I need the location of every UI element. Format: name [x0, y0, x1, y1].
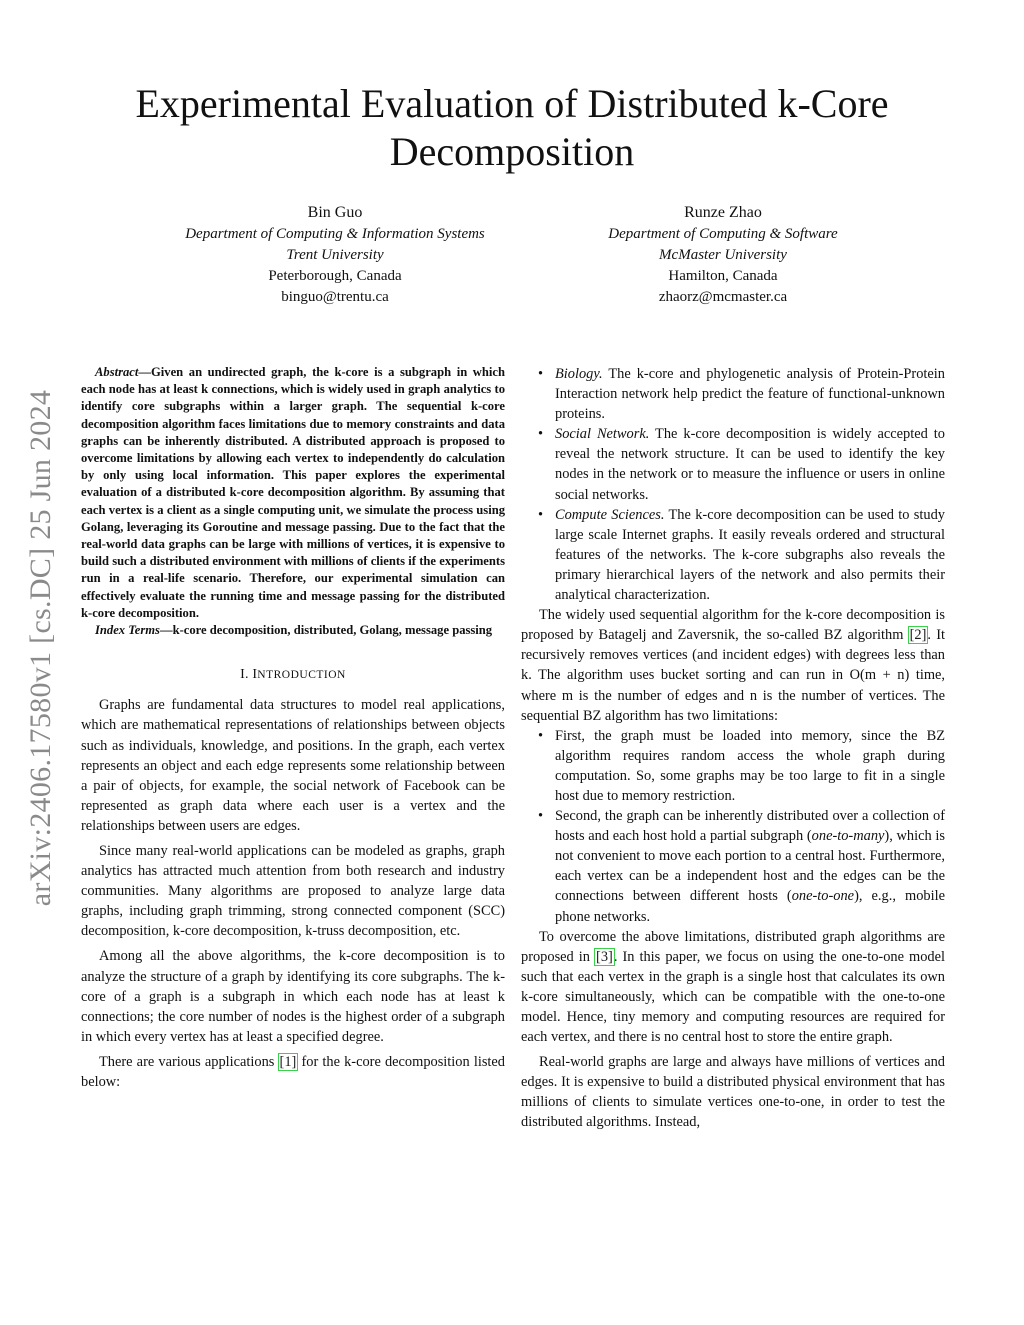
citation-link[interactable]: [2] [909, 627, 927, 644]
right-column [521, 364, 945, 1133]
bz-paragraph [521, 605, 945, 726]
paper-title: Experimental Evaluation of Distributed k-Core Decomposition [135, 81, 889, 174]
item-label: Social Network. [555, 426, 650, 443]
list-item [521, 424, 945, 504]
limitations-list [521, 726, 945, 927]
bullet-icon: • [538, 727, 544, 744]
item-emphasis: one-to-many [811, 828, 885, 845]
author-univ: Trent University [286, 247, 384, 263]
author-email[interactable]: binguo@trentu.ca [281, 289, 389, 305]
applications-list [521, 364, 945, 605]
item-label: Biology. [555, 366, 603, 382]
author-city: Peterborough, Canada [268, 268, 402, 284]
list-item [521, 806, 945, 927]
abstract-label: Abstract [95, 365, 139, 379]
citation-link[interactable]: [1] [279, 1053, 297, 1070]
citation-link[interactable]: [3] [596, 948, 613, 965]
item-label: Compute Sciences. [555, 506, 665, 523]
bullet-icon: • [538, 366, 544, 382]
section-number: I. [240, 667, 249, 683]
list-item [521, 364, 945, 424]
intro-paragraph-2: Since many real-world applications can be modeled as graphs, graph analytics has attracted much attention from both research and industry communities. Many algorithms are proposed to analyze large data graphs, including graph trimming, strong connected component (SCC) decomposition, k-core decomposition, k-truss decomposition, etc. [81, 843, 505, 940]
author-dept: Department of Computing & Software [608, 226, 838, 242]
bullet-icon: • [538, 808, 544, 825]
text: The widely used sequential algorithm for the k-core decomposition is proposed by Batagelj and Zaversnik, the so-called BZ algorithm [521, 607, 945, 644]
author-2 [513, 202, 933, 308]
abstract [81, 364, 505, 622]
text: for the k-core decomposition listed below: [81, 1053, 505, 1091]
author-1 [125, 202, 545, 308]
text: There are various applications [99, 1053, 275, 1070]
bullet-icon: • [538, 506, 544, 523]
item-emphasis: one-to-one [791, 888, 855, 905]
item-text: The k-core and phylogenetic analysis of Protein-Protein Interaction network help predict the feature of functional-unknown proteins. [555, 366, 945, 423]
abstract-text: —Given an undirected graph, the k-core is a subgraph in which each node has at least k connections, which is widely used in graph analytics to identify core subgraphs within a larger graph. The sequential k-core decomposition algorithm faces limitations due to memory constraints and data graphs can be inherently distributed. A distributed approach is proposed to overcome limitations by allowing each vertex to independently do calculation by only using local information. This paper explores the experimental evaluation of a distributed k-core decomposition algorithm. By assuming that each vertex is a client as a single computing unit, we simulate the process using Golang, leveraging its Goroutine and message passing. Due to the fact that the real-world data graphs can be large with millions of vertices, it is expensive to build such a distributed environment with millions of clients if the experiments run in a real-life scenario. Therefore, our experimental simulation can effectively evaluate the running time and message passing for the distributed k-core decomposition. [81, 365, 505, 620]
author-email[interactable]: zhaorz@mcmaster.ca [658, 289, 788, 305]
item-text: The k-core decomposition can be used to study large scale Internet graphs. It easily reveals ordered and structural features of the networks. The k-core subgraphs also reveals the primary hierarchical layers of the network and also permits their analytical characterization. [555, 506, 945, 604]
section-initial: I [252, 667, 258, 683]
author-univ: McMaster University [659, 247, 787, 263]
intro-paragraph-3: Among all the above algorithms, the k-core decomposition is to analyze the structure of a graph by identifying its core subgraphs. The k-core of a graph is a subgraph in which each node has at least k connections; the core number of nodes is the highest order of a subgraph in which every vertex has at least a specified degree. [81, 948, 505, 1045]
index-terms-label: Index Terms [95, 623, 160, 638]
item-text: ), e.g., mobile phone networks. [555, 888, 945, 925]
index-terms [81, 622, 505, 639]
index-terms-text: —k-core decomposition, distributed, Golang, message passing [159, 623, 493, 638]
author-city: Hamilton, Canada [668, 268, 778, 284]
left-column [81, 364, 505, 1092]
text: To overcome the above limitations, distributed graph algorithms are proposed in [521, 928, 945, 965]
section-title-rest: NTRODUCTION [257, 669, 346, 682]
arxiv-stamp [22, 355, 60, 940]
text: . It recursively removes vertices (and incident edges) with degrees less than k. The algorithm uses bucket sorting and can run in O(m + n) time, where m is the number of edges and n is the number of vertices. The sequential BZ algorithm has two limitations: [521, 627, 945, 724]
list-item [521, 505, 945, 605]
real-world-paragraph: Real-world graphs are large and always have millions of vertices and edges. It is expensive to build a distributed physical environment that has millions of clients to simulate vertices one-to-one, in order to test the distributed algorithms. Instead, [521, 1054, 945, 1131]
author-name: Runze Zhao [684, 204, 762, 221]
text: . In this paper, we focus on using the one-to-one model such that each vertex in the graph is a single host that calculates its own k-core simultaneously, which can be compatible with the one-to-one model. Hence, tiny memory and computing resources are required for each vertex, and there is no central host to store the entire graph. [521, 948, 945, 1046]
intro-paragraph-1: Graphs are fundamental data structures to model real applications, which are mathematical representations of relationships between objects such as individuals, knowledge, and positions. In the graph, each vertex represents an object and each edge represents some relationship between a pair of objects, for example, the social network of Facebook can be represented as graph data where each user is a vertex and the relationships between users are edges. [81, 697, 505, 834]
distributed-paragraph [521, 927, 945, 1048]
item-text: First, the graph must be loaded into memory, since the BZ algorithm requires random access the whole graph during computation. So, some graphs may be too large to fit in a single host due to memory restriction. [555, 727, 945, 804]
author-name: Bin Guo [307, 204, 363, 221]
item-text: Second, the graph can be inherently distributed over a collection of hosts and each host hold a partial subgraph ( [555, 808, 945, 845]
item-text: The k-core decomposition is widely accepted to reveal the network structure. It can be used to identify the key nodes in the network or to measure the influence or users in online social networks. [555, 426, 945, 503]
bullet-icon: • [538, 426, 544, 443]
item-text: ), which is not convenient to move each portion to a central host. Furthermore, each vertex can be a independent host and the edges can be the connections between different hosts ( [555, 828, 945, 905]
list-item [521, 726, 945, 806]
author-dept: Department of Computing & Information Systems [185, 226, 485, 242]
intro-paragraph-4 [81, 1052, 505, 1092]
section-heading [81, 665, 505, 685]
arxiv-id[interactable]: arXiv:2406.17580v1 [cs.DC] 25 Jun 2024 [24, 389, 57, 906]
